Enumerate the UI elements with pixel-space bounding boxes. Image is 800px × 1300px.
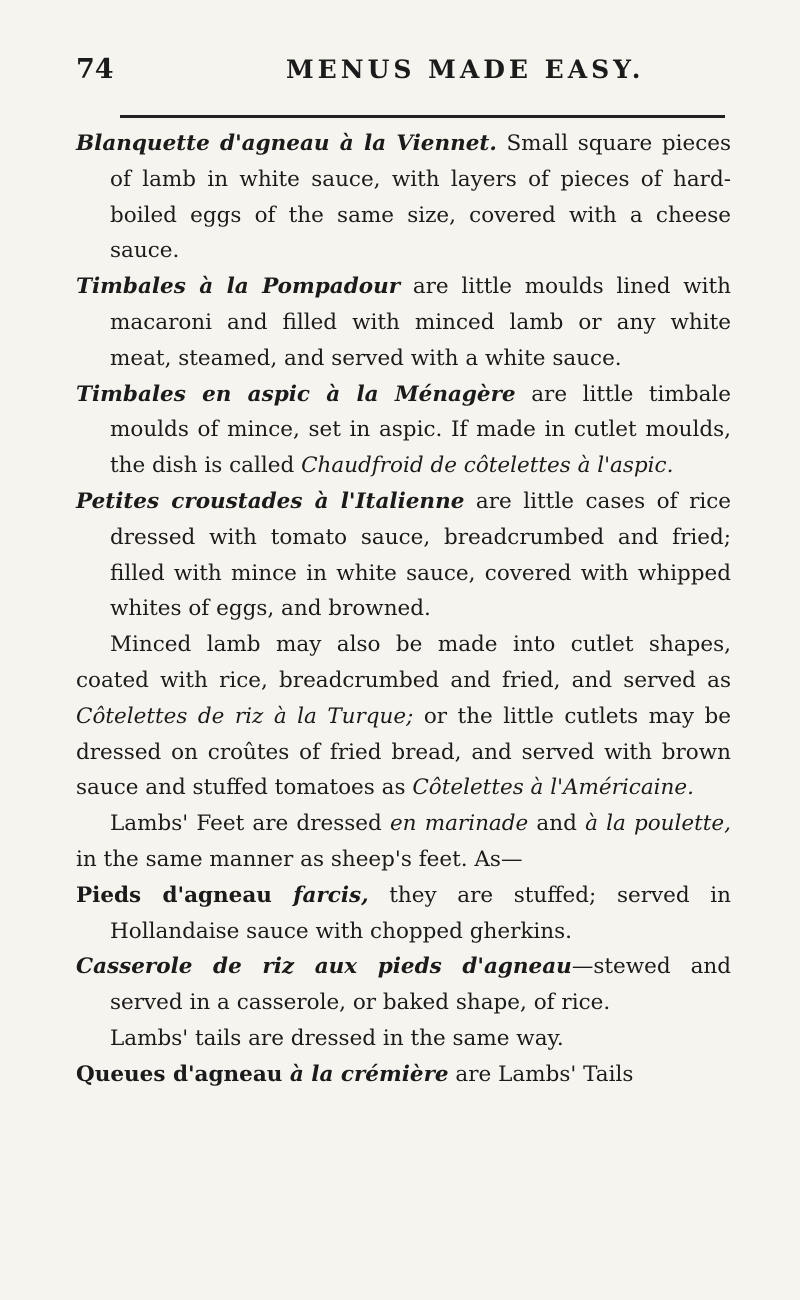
paragraph-lambs-tails: Lambs' tails are dressed in the same way. [110,1025,564,1051]
dish-name: Pieds d'agneau [76,882,294,908]
dish-description: are little timbale moulds of mince, set in aspic. If made in cutlet moulds, the dish is called [110,381,731,479]
alt-dish-name: Chaudfroid de côtelettes à l'aspic. [301,453,674,479]
dish-name: Blanquette d'agneau à la Viennet. [76,131,497,156]
dish-name: Timbales à la Pompadour [76,274,401,300]
dish-description: —stewed and served in a casserole, or baked shape, of rice. [110,954,731,1016]
paragraph-lambs-feet: Lambs' Feet are dressed en marinade and à la poulette, in the same manner as sheep's feet. As— [76,811,731,872]
dish-description: are Lambs' Tails [448,1061,634,1087]
entry-timbales-aspic [76,377,731,484]
dish-description: are little cases of rice dressed with tomato sauce, breadcrumbed and fried; filled with mince in white sauce, covered with whipped whites of eggs, and browned. [110,488,731,622]
dish-description: are little moulds lined with macaroni and filled with minced lamb or any white meat, steamed, and served with a white sauce. [110,274,731,371]
entry-casserole [76,949,731,1021]
dish-description: Small square pieces of lamb in white sauce, with layers of pieces of hard-boiled eggs of the same size, covered with a cheese sauce. [110,131,731,264]
running-title: MENUS MADE EASY. [286,55,645,84]
page-number: 74 [76,54,114,85]
entry-blanquette [76,126,731,269]
dish-name: Timbales en aspic à la Ménagère [76,381,516,407]
entry-pieds-farcis [76,878,731,950]
entry-petites-croustades [76,484,731,627]
entry-queues [76,1057,731,1093]
dish-name: Petites croustades à l'Italienne [76,488,465,514]
page-header [76,50,726,90]
header-rule [120,115,725,118]
dish-description: they are stuffed; served in Hollandaise sauce with chopped gherkins. [110,882,731,944]
dish-name: Côtelettes à l'Américaine. [412,775,694,801]
dish-name-italic: farcis, [293,882,369,908]
paragraph-minced-lamb: Minced lamb may also be made into cutlet shapes, coated with rice, breadcrumbed and fried, and served as Côtelettes de riz à la Turque; or the little cutlets may be dressed on croûtes of fried bread, and served with brown sauce and stuffed tomatoes as Côtelettes à l'Américaine. [76,632,731,801]
body-text [76,126,731,1093]
dish-name: Casserole de riz aux pieds d'agneau [76,954,572,980]
dish-name: Côtelettes de riz à la Turque; [76,703,414,729]
dish-name-italic: à la crémière [289,1061,449,1087]
entry-timbales-pompadour [76,269,731,376]
method-name: en marinade [389,811,529,837]
dish-name: Queues d'agneau [76,1061,290,1087]
method-name: à la poulette, [585,811,731,837]
